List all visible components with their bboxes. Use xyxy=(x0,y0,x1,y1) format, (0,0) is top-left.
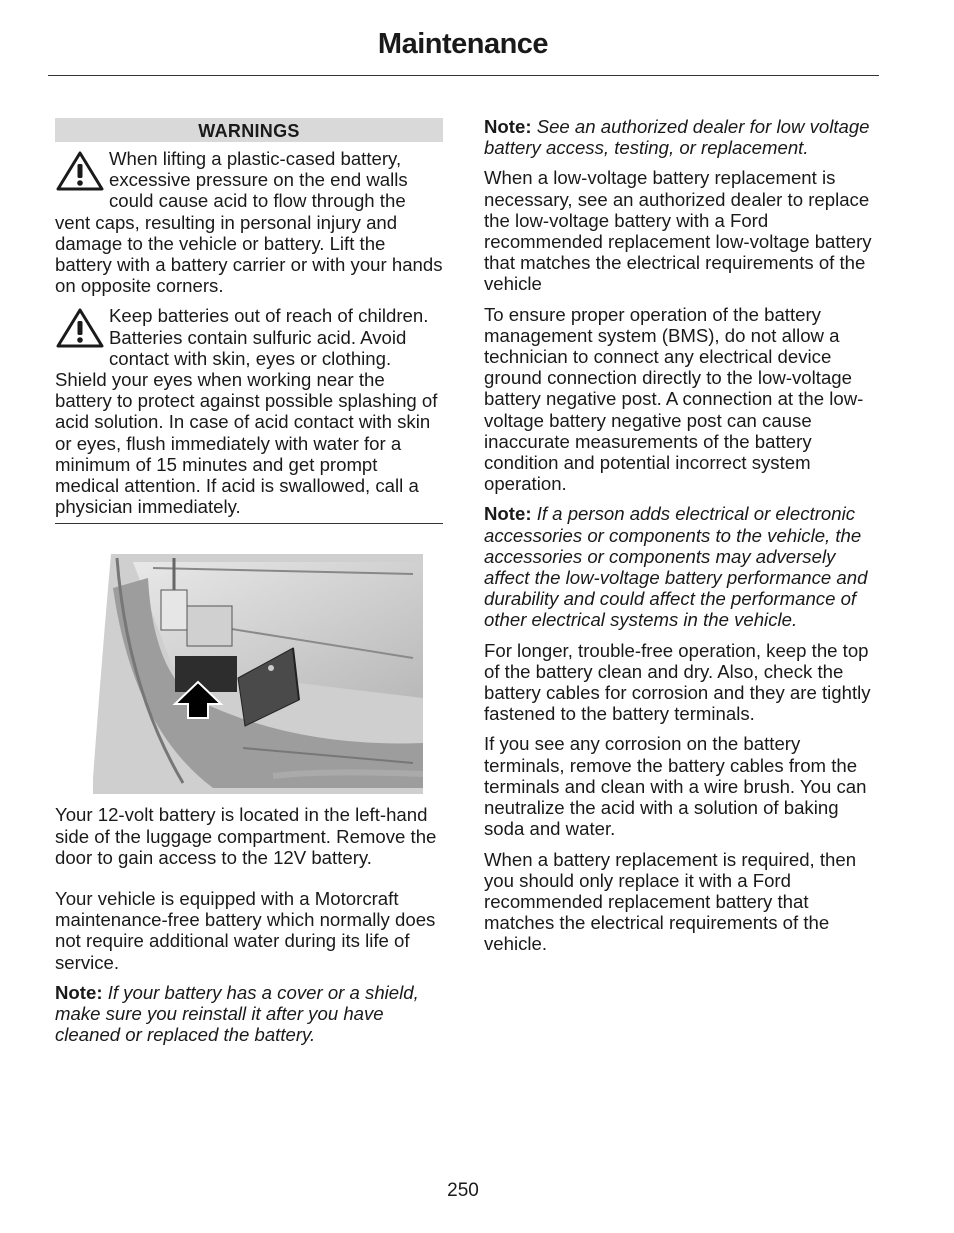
paragraph: When a battery replacement is required, then you should only replace it with a Ford recommended replacement battery that matches the electrical requirements of the vehicle. xyxy=(484,848,857,955)
paragraph: Your vehicle is equipped with a Motorcraft maintenance-free battery which normally does not require additional water during its life of service. xyxy=(55,888,436,973)
right-column xyxy=(484,116,874,964)
note-text: See an authorized dealer for low voltage battery access, testing, or replacement. xyxy=(484,116,870,159)
note-label: Note: xyxy=(55,981,103,1003)
warnings-divider xyxy=(55,523,443,524)
battery-location-illustration xyxy=(93,548,423,794)
warning-item xyxy=(55,148,443,296)
note-text: If your battery has a cover or a shield, make sure you reinstall it after you have cleaned or replaced the battery. xyxy=(55,981,419,1046)
note-label: Note: xyxy=(484,116,532,137)
note-paragraph xyxy=(484,503,874,630)
warning-text: Keep batteries out of reach of children. Batteries contain sulfuric acid. Avoid contact with skin, eyes or clothing. Shield your eyes when working near the battery to protect against possible splashing of acid solution. In case of acid contact with skin or eyes, flush immediately with water for a minimum of 15 minutes and get prompt medical attention. If acid is swallowed, call a physician immediately. xyxy=(55,305,438,518)
paragraph: If you see any corrosion on the battery terminals, remove the battery cables from the terminals and clean with a wire brush. You can neutralize the acid with a solution of baking soda and water. xyxy=(484,733,867,840)
paragraph: When a low-voltage battery replacement is necessary, see an authorized dealer to replace the low-voltage battery with a Ford recommended replacement low-voltage battery that matches the electrical requirements of the vehicle xyxy=(484,167,872,295)
page-number: 250 xyxy=(447,1180,479,1201)
page-title: Maintenance xyxy=(377,28,549,60)
note-text: If a person adds electrical or electronic accessories or components to the vehicle, the accessories or components may adversely affect the low-voltage battery performance and durability and could affect the performance of other electrical systems in the vehicle. xyxy=(484,503,868,631)
warning-item xyxy=(55,305,443,517)
paragraph: To ensure proper operation of the battery management system (BMS), do not allow a technician to connect any electrical device ground connection directly to the low-voltage battery negative post. A connection at the low-voltage battery negative post can cause inaccurate measurements of the battery condition and potential incorrect system operation. xyxy=(484,303,864,495)
note-paragraph xyxy=(55,982,443,1046)
warning-text: When lifting a plastic-cased battery, excessive pressure on the end walls could cause acid to flow through the vent caps, resulting in personal injury and damage to the vehicle or battery. Lift the battery with a battery carrier or with your hands on opposite corners. xyxy=(55,148,443,297)
note-label: Note: xyxy=(484,503,532,525)
warning-triangle-icon xyxy=(55,307,105,349)
note-paragraph xyxy=(484,116,874,158)
title-divider xyxy=(48,75,879,76)
paragraph: Your 12-volt battery is located in the left-hand side of the luggage compartment. Remove the door to gain access to the 12V battery. xyxy=(55,804,437,868)
left-column xyxy=(55,118,443,1054)
paragraph: For longer, trouble-free operation, keep the top of the battery clean and dry. Also, check the battery cables for corrosion and they are tightly fastened to the battery terminals. xyxy=(484,639,871,725)
warnings-heading: WARNINGS xyxy=(55,118,443,142)
warning-triangle-icon xyxy=(55,150,105,192)
